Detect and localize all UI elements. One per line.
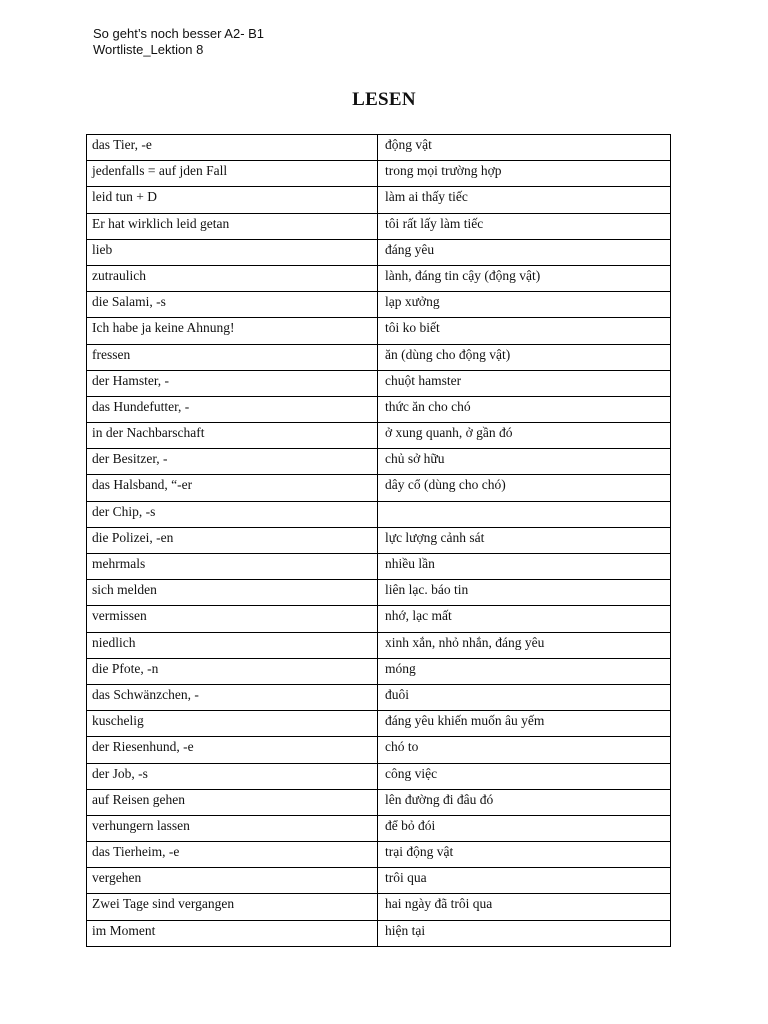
vietnamese-translation-cell: liên lạc. báo tin	[378, 580, 671, 606]
table-row	[87, 161, 671, 187]
german-term-cell: im Moment	[87, 920, 378, 946]
vietnamese-translation-cell: nhiều lần	[378, 554, 671, 580]
vietnamese-translation-cell: công việc	[378, 763, 671, 789]
vietnamese-translation-cell: tôi ko biết	[378, 318, 671, 344]
vietnamese-translation-cell: làm ai thấy tiếc	[378, 187, 671, 213]
table-row	[87, 711, 671, 737]
table-row	[87, 213, 671, 239]
german-term-cell: Zwei Tage sind vergangen	[87, 894, 378, 920]
table-row	[87, 370, 671, 396]
vietnamese-translation-cell: dây cổ (dùng cho chó)	[378, 475, 671, 501]
table-row	[87, 842, 671, 868]
section-title: LESEN	[352, 89, 416, 110]
vietnamese-translation-cell: lực lượng cảnh sát	[378, 527, 671, 553]
vietnamese-translation-cell: hai ngày đã trôi qua	[378, 894, 671, 920]
table-row	[87, 475, 671, 501]
german-term-cell: vermissen	[87, 606, 378, 632]
table-row	[87, 658, 671, 684]
vietnamese-translation-cell: ăn (dùng cho động vật)	[378, 344, 671, 370]
german-term-cell: verhungern lassen	[87, 815, 378, 841]
vietnamese-translation-cell: trại động vật	[378, 842, 671, 868]
vietnamese-translation-cell: trong mọi trường hợp	[378, 161, 671, 187]
table-row	[87, 239, 671, 265]
table-row	[87, 606, 671, 632]
german-term-cell: Er hat wirklich leid getan	[87, 213, 378, 239]
german-term-cell: der Chip, -s	[87, 501, 378, 527]
table-row	[87, 396, 671, 422]
vietnamese-translation-cell: để bỏ đói	[378, 815, 671, 841]
german-term-cell: niedlich	[87, 632, 378, 658]
german-term-cell: sich melden	[87, 580, 378, 606]
document-header	[93, 26, 264, 58]
vietnamese-translation-cell: đuôi	[378, 684, 671, 710]
table-row	[87, 501, 671, 527]
table-row	[87, 187, 671, 213]
vietnamese-translation-cell: động vật	[378, 135, 671, 161]
vietnamese-translation-cell: chó to	[378, 737, 671, 763]
course-title: So geht’s noch besser A2- B1	[93, 26, 265, 41]
vietnamese-translation-cell: lạp xưởng	[378, 292, 671, 318]
german-term-cell: auf Reisen gehen	[87, 789, 378, 815]
german-term-cell: der Besitzer, -	[87, 449, 378, 475]
table-row	[87, 318, 671, 344]
table-row	[87, 763, 671, 789]
vocabulary-table	[86, 134, 671, 947]
german-term-cell: die Polizei, -en	[87, 527, 378, 553]
german-term-cell: kuschelig	[87, 711, 378, 737]
table-row	[87, 920, 671, 946]
german-term-cell: vergehen	[87, 868, 378, 894]
table-row	[87, 527, 671, 553]
german-term-cell: zutraulich	[87, 265, 378, 291]
german-term-cell: in der Nachbarschaft	[87, 423, 378, 449]
table-row	[87, 632, 671, 658]
german-term-cell: die Pfote, -n	[87, 658, 378, 684]
table-row	[87, 894, 671, 920]
vocabulary-table-body	[87, 135, 671, 947]
vietnamese-translation-cell: đáng yêu	[378, 239, 671, 265]
vietnamese-translation-cell: móng	[378, 658, 671, 684]
vietnamese-translation-cell	[378, 501, 671, 527]
table-row	[87, 423, 671, 449]
german-term-cell: das Tierheim, -e	[87, 842, 378, 868]
vietnamese-translation-cell: lên đường đi đâu đó	[378, 789, 671, 815]
table-row	[87, 554, 671, 580]
vietnamese-translation-cell: trôi qua	[378, 868, 671, 894]
table-row	[87, 737, 671, 763]
vietnamese-translation-cell: ở xung quanh, ở gần đó	[378, 423, 671, 449]
vietnamese-translation-cell: chủ sở hữu	[378, 449, 671, 475]
german-term-cell: der Hamster, -	[87, 370, 378, 396]
german-term-cell: mehrmals	[87, 554, 378, 580]
german-term-cell: das Hundefutter, -	[87, 396, 378, 422]
german-term-cell: fressen	[87, 344, 378, 370]
german-term-cell: lieb	[87, 239, 378, 265]
wordlist-title: Wortliste_Lektion 8	[93, 42, 204, 57]
table-row	[87, 135, 671, 161]
german-term-cell: das Tier, -e	[87, 135, 378, 161]
table-row	[87, 265, 671, 291]
table-row	[87, 815, 671, 841]
german-term-cell: die Salami, -s	[87, 292, 378, 318]
table-row	[87, 789, 671, 815]
vietnamese-translation-cell: thức ăn cho chó	[378, 396, 671, 422]
table-row	[87, 580, 671, 606]
vietnamese-translation-cell: hiện tại	[378, 920, 671, 946]
table-row	[87, 344, 671, 370]
vietnamese-translation-cell: lành, đáng tin cậy (động vật)	[378, 265, 671, 291]
german-term-cell: der Riesenhund, -e	[87, 737, 378, 763]
vietnamese-translation-cell: đáng yêu khiến muốn âu yếm	[378, 711, 671, 737]
german-term-cell: das Halsband, “-er	[87, 475, 378, 501]
german-term-cell: leid tun + D	[87, 187, 378, 213]
vietnamese-translation-cell: nhớ, lạc mất	[378, 606, 671, 632]
vietnamese-translation-cell: chuột hamster	[378, 370, 671, 396]
german-term-cell: das Schwänzchen, -	[87, 684, 378, 710]
table-row	[87, 292, 671, 318]
german-term-cell: jedenfalls = auf jden Fall	[87, 161, 378, 187]
german-term-cell: Ich habe ja keine Ahnung!	[87, 318, 378, 344]
vietnamese-translation-cell: xinh xắn, nhỏ nhắn, đáng yêu	[378, 632, 671, 658]
table-row	[87, 684, 671, 710]
vietnamese-translation-cell: tôi rất lấy làm tiếc	[378, 213, 671, 239]
table-row	[87, 868, 671, 894]
table-row	[87, 449, 671, 475]
german-term-cell: der Job, -s	[87, 763, 378, 789]
